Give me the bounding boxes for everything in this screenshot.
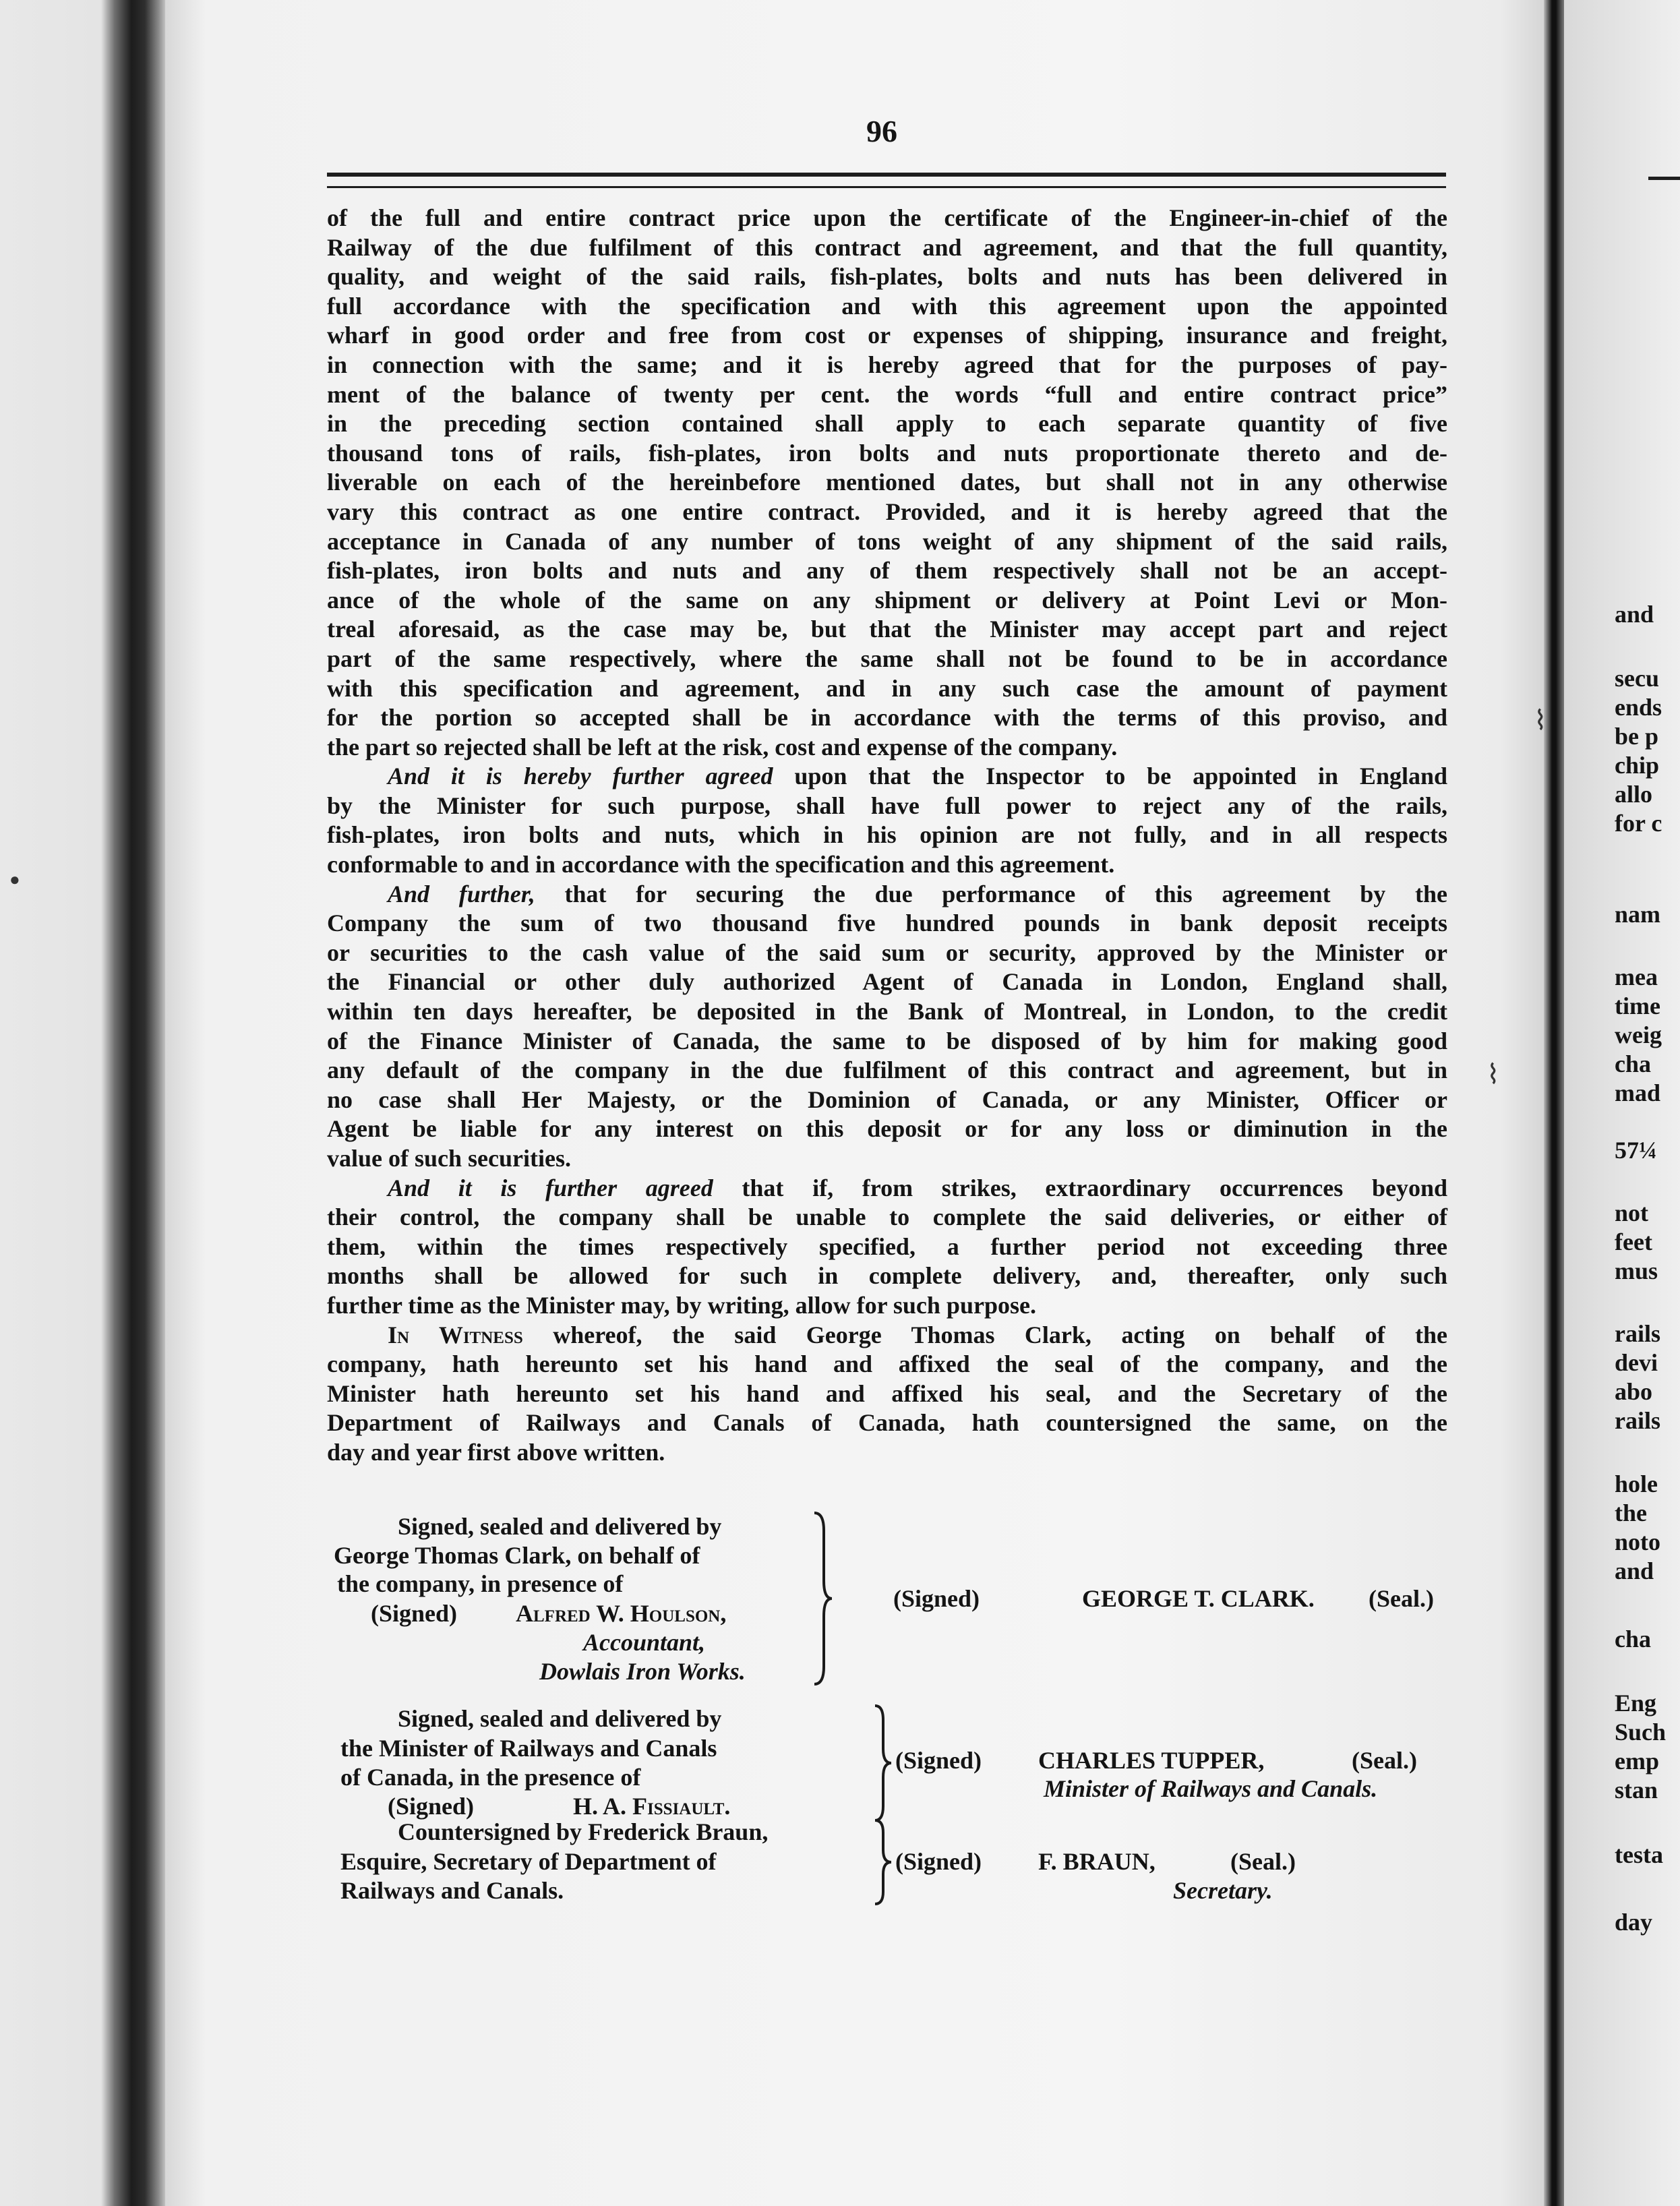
- right-page-fragment: Such: [1615, 1719, 1667, 1746]
- sig-text: the Minister of Railways and Canals: [340, 1735, 717, 1762]
- text-line: company, hath hereunto set his hand and affixed the seal of the company, and the: [327, 1350, 1447, 1378]
- book-edge-left: [0, 0, 169, 2206]
- right-page-fragment: secu: [1615, 665, 1659, 692]
- right-page-fragment: testa: [1615, 1841, 1663, 1868]
- curly-brace-icon: [870, 1818, 897, 1907]
- witness-title-text: Accountant,: [583, 1629, 706, 1656]
- right-page-fragment: time: [1615, 992, 1660, 1019]
- small-caps-lead: In Witness: [388, 1321, 523, 1348]
- right-page-fragment: be p: [1615, 723, 1659, 750]
- curly-brace-icon: [870, 1703, 897, 1823]
- text-line: [327, 762, 1447, 792]
- page-number: 96: [866, 114, 897, 148]
- text-line: for the portion so accepted shall be in accordance with the terms of this proviso, and: [327, 704, 1447, 732]
- witness-name: Alfred W. Houlson,: [516, 1600, 727, 1627]
- text-line: no case shall Her Majesty, or the Dominion of Canada, or any Minister, Officer or: [327, 1085, 1447, 1113]
- right-page-fragment: rails: [1615, 1407, 1660, 1434]
- sig-text: (Signed): [388, 1793, 475, 1820]
- sig-text: of Canada, in the presence of: [340, 1764, 641, 1791]
- sig-text: Esquire, Secretary of Department of: [340, 1848, 717, 1875]
- text-line: of the full and entire contract price upon the certificate of the Engineer-in-chief of the: [327, 204, 1447, 231]
- text-line: in the preceding section contained shall apply to each separate quantity of five: [327, 410, 1447, 438]
- text-line: thousand tons of rails, fish-plates, iron bolts and nuts proportionate thereto and de-: [327, 439, 1447, 467]
- right-page-fragment: 57¼: [1615, 1137, 1657, 1164]
- text-span: that for securing the due performance of this agreement by the: [535, 880, 1447, 907]
- signatory-title-text: Secretary.: [1173, 1877, 1273, 1904]
- text-line: part of the same respectively, where the same shall not be found to be in accordance: [327, 645, 1447, 672]
- right-page-fragment: rails: [1615, 1320, 1660, 1347]
- text-line: months shall be allowed for such in complete delivery, and, thereafter, only such: [327, 1262, 1447, 1290]
- witness-title: [583, 1628, 705, 1657]
- text-span: that if, from strikes, extraordinary occurrences beyond: [713, 1174, 1447, 1201]
- sig-text: the company, in presence of: [337, 1570, 624, 1597]
- text-line: within ten days hereafter, be deposited in the Bank of Montreal, in London, to the credit: [327, 998, 1447, 1025]
- text-line: Minister hath hereunto set his hand and affixed his seal, and the Secretary of the: [327, 1379, 1447, 1407]
- text-line: the part so rejected shall be left at the risk, cost and expense of the company.: [327, 733, 1118, 761]
- text-line: by the Minister for such purpose, shall have full power to reject any of the rails,: [327, 792, 1447, 819]
- right-page-fragment: abo: [1615, 1378, 1653, 1405]
- text-line: fish-plates, iron bolts and nuts and any of them respectively shall not be an accept-: [327, 557, 1447, 585]
- header-rule-right-page: [1648, 177, 1680, 180]
- seal-label: (Seal.): [1352, 1747, 1417, 1774]
- sig-text: Signed, sealed and delivered by: [398, 1513, 722, 1540]
- seal-label: (Seal.): [1369, 1585, 1434, 1612]
- text-line: ment of the balance of twenty per cent. the words “full and entire contract price”: [327, 380, 1447, 408]
- text-line: of the Finance Minister of Canada, the same to be disposed of by him for making good: [327, 1027, 1447, 1054]
- signed-label: (Signed): [893, 1585, 980, 1612]
- right-page-fragment: cha: [1615, 1626, 1651, 1652]
- text-line: [327, 1321, 1447, 1350]
- text-line: Agent be liable for any interest on this deposit or for any loss or diminution in the: [327, 1115, 1447, 1143]
- italic-lead: And it is hereby further agreed: [388, 763, 773, 790]
- scan-artifact-dot: ●: [9, 870, 20, 889]
- text-line: fish-plates, iron bolts and nuts, which in his opinion are not fully, and in all respects: [327, 821, 1447, 849]
- right-page-fragment: cha: [1615, 1050, 1651, 1077]
- text-line: [327, 880, 1447, 910]
- signatory-name: CHARLES TUPPER,: [1038, 1747, 1265, 1774]
- right-page-fragment: chip: [1615, 752, 1660, 779]
- text-line: [327, 1174, 1447, 1203]
- text-line: full accordance with the specification and with this agreement upon the appointed: [327, 292, 1447, 320]
- text-line: treal aforesaid, as the case may be, but that the Minister may accept part and reject: [327, 616, 1447, 643]
- signatory-title: [1044, 1775, 1377, 1803]
- witness-employer-text: Dowlais Iron Works.: [539, 1658, 746, 1685]
- right-page-fragment: feet: [1615, 1228, 1652, 1255]
- text-line: liverable on each of the hereinbefore mentioned dates, but shall not in any otherwise: [327, 469, 1447, 496]
- right-page-fragment: emp: [1615, 1748, 1659, 1775]
- text-line: ance of the whole of the same on any shipment or delivery at Point Levi or Mon-: [327, 586, 1447, 614]
- text-line: Company the sum of two thousand five hundred pounds in bank deposit receipts: [327, 910, 1447, 937]
- right-page-fragment: stan: [1615, 1777, 1658, 1803]
- right-page-fragment: nam: [1615, 901, 1661, 928]
- witness-employer: [539, 1657, 746, 1686]
- header-rule: [327, 173, 1446, 177]
- right-page-fragment: Eng: [1615, 1690, 1657, 1717]
- right-page-fragment: not: [1615, 1199, 1649, 1226]
- signed-label: (Signed): [895, 1747, 982, 1774]
- text-line: in connection with the same; and it is hereby agreed that for the purposes of pay-: [327, 351, 1447, 378]
- text-span: whereof, the said George Thomas Clark, acting on behalf of the: [522, 1321, 1447, 1348]
- text-line: quality, and weight of the said rails, fish-plates, bolts and nuts has been delivered in: [327, 263, 1447, 291]
- right-page-fragment: allo: [1615, 781, 1653, 808]
- right-page-fragment: the: [1615, 1499, 1647, 1526]
- right-page-fragment: noto: [1615, 1528, 1661, 1555]
- signatory-title-text: Minister of Railways and Canals.: [1044, 1775, 1378, 1802]
- contract-body-text: [327, 204, 1447, 1468]
- text-line: vary this contract as one entire contract. Provided, and it is hereby agreed that the: [327, 498, 1447, 525]
- signed-label: (Signed): [895, 1848, 982, 1875]
- right-page-fragment: mus: [1615, 1257, 1658, 1284]
- text-span: upon that the Inspector to be appointed in England: [773, 763, 1448, 790]
- right-page-fragment: hole: [1615, 1470, 1658, 1497]
- text-line: their control, the company shall be unable to complete the said deliveries, or either of: [327, 1203, 1447, 1231]
- header-rule-thin: [327, 186, 1446, 188]
- text-line: them, within the times respectively specified, a further period not exceeding three: [327, 1232, 1447, 1260]
- signatory-name: F. BRAUN,: [1038, 1848, 1156, 1875]
- curly-brace-icon: [809, 1510, 836, 1687]
- sig-text: Railways and Canals.: [340, 1877, 564, 1904]
- text-line: any default of the company in the due fulfilment of this contract and agreement, but in: [327, 1056, 1447, 1084]
- scan-artifact-mark: ⌇: [1487, 1059, 1500, 1090]
- right-page-fragment: ends: [1615, 694, 1662, 721]
- right-page-fragment: day: [1615, 1909, 1653, 1936]
- witness-name: H. A. Fissiault.: [573, 1793, 731, 1820]
- text-line: wharf in good order and free from cost or expenses of shipping, insurance and freight,: [327, 322, 1447, 349]
- text-line: value of such securities.: [327, 1145, 571, 1172]
- right-page-fragment: devi: [1615, 1349, 1658, 1376]
- sig-text: Countersigned by Frederick Braun,: [398, 1818, 769, 1845]
- right-page-fragment: weig: [1615, 1021, 1662, 1048]
- scan-artifact-mark: ⌇: [1534, 705, 1547, 736]
- text-line: or securities to the cash value of the said sum or security, approved by the Minister or: [327, 938, 1447, 966]
- right-page-fragment: for c: [1615, 810, 1662, 837]
- text-line: Department of Railways and Canals of Canada, hath countersigned the same, on the: [327, 1409, 1447, 1437]
- signatory-title: [1173, 1876, 1273, 1905]
- sig-text: (Signed): [371, 1600, 458, 1627]
- text-line: the Financial or other duly authorized Agent of Canada in London, England shall,: [327, 968, 1447, 996]
- right-page-fragment: mad: [1615, 1079, 1661, 1106]
- text-line: conformable to and in accordance with the specification and this agreement.: [327, 851, 1115, 878]
- right-page-fragment: mea: [1615, 963, 1658, 990]
- text-line: with this specification and agreement, and in any such case the amount of payment: [327, 674, 1447, 702]
- italic-lead: And it is further agreed: [388, 1174, 713, 1201]
- text-line: day and year first above written.: [327, 1438, 665, 1466]
- text-line: acceptance in Canada of any number of tons weight of any shipment of the said rails,: [327, 527, 1447, 555]
- sig-text: George Thomas Clark, on behalf of: [334, 1542, 700, 1569]
- right-page-fragment: and: [1615, 601, 1654, 628]
- sig-text: Signed, sealed and delivered by: [398, 1705, 722, 1732]
- text-line: Railway of the due fulfilment of this contract and agreement, and that the full quantity,: [327, 233, 1447, 261]
- text-line: further time as the Minister may, by writing, allow for such purpose.: [327, 1291, 1036, 1319]
- signatory-name: GEORGE T. CLARK.: [1082, 1585, 1315, 1612]
- seal-label: (Seal.): [1230, 1848, 1296, 1875]
- book-gutter: [1544, 0, 1564, 2206]
- italic-lead: And further,: [388, 880, 535, 907]
- right-page-fragment: and: [1615, 1557, 1654, 1584]
